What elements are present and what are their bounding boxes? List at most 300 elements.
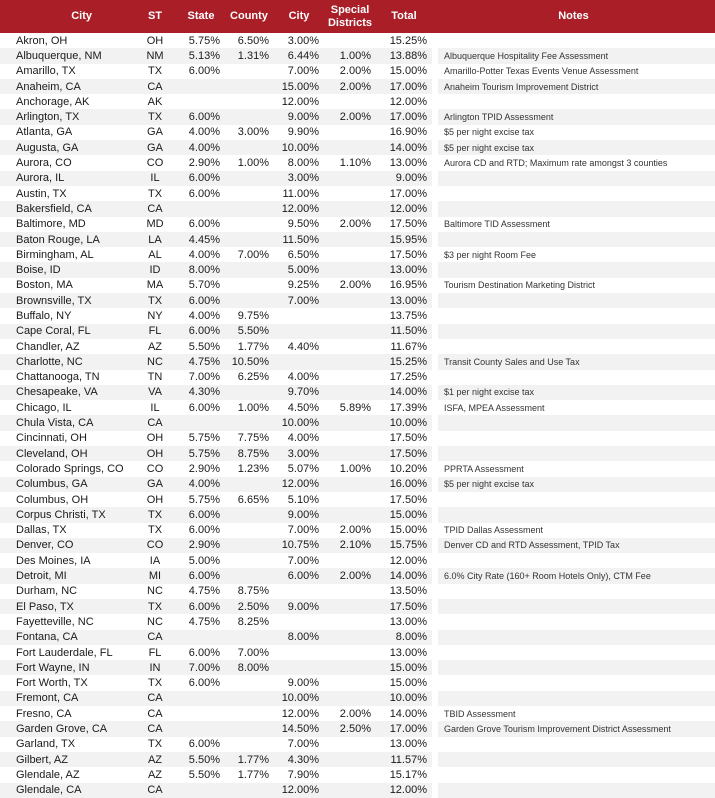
cell-county: 6.25% xyxy=(224,370,274,385)
cell-special-districts xyxy=(324,691,376,706)
table-row xyxy=(0,446,715,461)
cell-city-rate: 10.00% xyxy=(274,140,324,155)
cell-city-rate: 5.00% xyxy=(274,262,324,277)
cell-total: 15.00% xyxy=(376,675,432,690)
cell-special-districts xyxy=(324,645,376,660)
cell-state xyxy=(178,630,224,645)
cell-city: Corpus Christi, TX xyxy=(0,507,132,522)
cell-special-districts: 1.00% xyxy=(324,461,376,476)
table-row xyxy=(0,645,715,660)
cell-st: CA xyxy=(132,721,178,736)
cell-city-rate xyxy=(274,645,324,660)
table-row xyxy=(0,186,715,201)
cell-county xyxy=(224,507,274,522)
cell-city: Fresno, CA xyxy=(0,706,132,721)
table-row xyxy=(0,752,715,767)
cell-city-rate: 9.25% xyxy=(274,278,324,293)
cell-city: Denver, CO xyxy=(0,538,132,553)
cell-county: 5.50% xyxy=(224,324,274,339)
table-row xyxy=(0,48,715,63)
cell-notes xyxy=(432,201,715,216)
cell-state: 6.00% xyxy=(178,293,224,308)
cell-city: Anaheim, CA xyxy=(0,79,132,94)
cell-special-districts xyxy=(324,125,376,140)
cell-city: Albuquerque, NM xyxy=(0,48,132,63)
table-row xyxy=(0,400,715,415)
cell-special-districts xyxy=(324,492,376,507)
table-row xyxy=(0,431,715,446)
table-row xyxy=(0,737,715,752)
cell-city-rate: 6.00% xyxy=(274,568,324,583)
table-row xyxy=(0,492,715,507)
cell-notes xyxy=(432,767,715,782)
cell-total: 17.39% xyxy=(376,400,432,415)
cell-city-rate: 12.00% xyxy=(274,477,324,492)
cell-county xyxy=(224,171,274,186)
cell-notes: $5 per night excise tax xyxy=(432,125,715,140)
cell-st: CA xyxy=(132,691,178,706)
cell-city-rate: 9.00% xyxy=(274,675,324,690)
cell-state: 5.00% xyxy=(178,553,224,568)
table-row xyxy=(0,247,715,262)
cell-st: OH xyxy=(132,446,178,461)
cell-special-districts xyxy=(324,446,376,461)
cell-notes: Aurora CD and RTD; Maximum rate amongst 3 counties xyxy=(432,155,715,170)
cell-city: Baltimore, MD xyxy=(0,217,132,232)
cell-st: VA xyxy=(132,385,178,400)
cell-special-districts: 2.00% xyxy=(324,523,376,538)
cell-city-rate: 3.00% xyxy=(274,446,324,461)
cell-total: 17.00% xyxy=(376,79,432,94)
cell-city: Charlotte, NC xyxy=(0,354,132,369)
cell-county xyxy=(224,553,274,568)
cell-city-rate: 10.75% xyxy=(274,538,324,553)
cell-city: Augusta, GA xyxy=(0,140,132,155)
table-row xyxy=(0,461,715,476)
cell-state: 6.00% xyxy=(178,186,224,201)
cell-city-rate: 6.50% xyxy=(274,247,324,262)
cell-city-rate xyxy=(274,324,324,339)
cell-st: TX xyxy=(132,599,178,614)
cell-city-rate: 9.00% xyxy=(274,599,324,614)
cell-city-rate: 9.00% xyxy=(274,109,324,124)
cell-notes xyxy=(432,94,715,109)
cell-total: 10.00% xyxy=(376,415,432,430)
header-row xyxy=(0,0,715,33)
cell-county: 7.00% xyxy=(224,645,274,660)
cell-city-rate: 7.00% xyxy=(274,293,324,308)
cell-st: LA xyxy=(132,232,178,247)
cell-special-districts xyxy=(324,660,376,675)
cell-county: 6.50% xyxy=(224,33,274,48)
cell-county: 8.75% xyxy=(224,584,274,599)
cell-county: 1.00% xyxy=(224,400,274,415)
cell-notes xyxy=(432,584,715,599)
cell-state xyxy=(178,783,224,798)
cell-notes: Albuquerque Hospitality Fee Assessment xyxy=(432,48,715,63)
cell-state: 5.70% xyxy=(178,278,224,293)
cell-total: 15.00% xyxy=(376,507,432,522)
cell-state: 4.00% xyxy=(178,247,224,262)
cell-notes: Anaheim Tourism Improvement District xyxy=(432,79,715,94)
cell-special-districts xyxy=(324,201,376,216)
cell-special-districts xyxy=(324,247,376,262)
cell-county: 9.75% xyxy=(224,308,274,323)
cell-city-rate: 4.30% xyxy=(274,752,324,767)
table-row xyxy=(0,660,715,675)
cell-total: 17.00% xyxy=(376,721,432,736)
cell-notes xyxy=(432,691,715,706)
cell-notes: TPID Dallas Assessment xyxy=(432,523,715,538)
cell-special-districts xyxy=(324,599,376,614)
cell-st: IL xyxy=(132,171,178,186)
cell-county xyxy=(224,293,274,308)
cell-st: MD xyxy=(132,217,178,232)
cell-city: Gilbert, AZ xyxy=(0,752,132,767)
cell-county: 2.50% xyxy=(224,599,274,614)
cell-state: 4.30% xyxy=(178,385,224,400)
cell-total: 13.50% xyxy=(376,584,432,599)
cell-notes xyxy=(432,186,715,201)
table-row xyxy=(0,278,715,293)
cell-total: 14.00% xyxy=(376,385,432,400)
cell-total: 10.20% xyxy=(376,461,432,476)
cell-state: 6.00% xyxy=(178,507,224,522)
table-row xyxy=(0,415,715,430)
cell-county xyxy=(224,79,274,94)
cell-city-rate: 8.00% xyxy=(274,630,324,645)
cell-total: 11.50% xyxy=(376,324,432,339)
cell-city-rate: 7.00% xyxy=(274,64,324,79)
cell-city-rate: 14.50% xyxy=(274,721,324,736)
cell-city: Columbus, GA xyxy=(0,477,132,492)
header-state-rate: State xyxy=(178,0,224,33)
cell-total: 8.00% xyxy=(376,630,432,645)
cell-notes xyxy=(432,324,715,339)
cell-notes xyxy=(432,645,715,660)
cell-notes xyxy=(432,370,715,385)
cell-city-rate: 3.00% xyxy=(274,171,324,186)
cell-total: 15.00% xyxy=(376,523,432,538)
cell-county: 7.75% xyxy=(224,431,274,446)
cell-city: Boise, ID xyxy=(0,262,132,277)
cell-state: 6.00% xyxy=(178,737,224,752)
cell-notes xyxy=(432,308,715,323)
cell-st: TX xyxy=(132,737,178,752)
cell-special-districts xyxy=(324,94,376,109)
cell-st: CA xyxy=(132,783,178,798)
cell-total: 13.00% xyxy=(376,737,432,752)
cell-total: 15.00% xyxy=(376,64,432,79)
cell-state: 4.75% xyxy=(178,584,224,599)
cell-notes xyxy=(432,507,715,522)
cell-notes xyxy=(432,599,715,614)
cell-notes xyxy=(432,737,715,752)
cell-county xyxy=(224,385,274,400)
cell-st: TX xyxy=(132,109,178,124)
table-row xyxy=(0,477,715,492)
cell-county xyxy=(224,64,274,79)
cell-city: Glendale, AZ xyxy=(0,767,132,782)
table-row xyxy=(0,599,715,614)
cell-st: IL xyxy=(132,400,178,415)
cell-county: 1.00% xyxy=(224,155,274,170)
cell-state xyxy=(178,691,224,706)
table-row xyxy=(0,171,715,186)
cell-city: Chattanooga, TN xyxy=(0,370,132,385)
cell-st: TN xyxy=(132,370,178,385)
cell-county: 1.23% xyxy=(224,461,274,476)
cell-total: 17.50% xyxy=(376,431,432,446)
cell-city-rate: 5.10% xyxy=(274,492,324,507)
cell-county xyxy=(224,523,274,538)
header-notes: Notes xyxy=(432,0,715,33)
cell-st: IA xyxy=(132,553,178,568)
cell-total: 14.00% xyxy=(376,706,432,721)
cell-notes xyxy=(432,293,715,308)
cell-st: TX xyxy=(132,507,178,522)
cell-city: Fort Lauderdale, FL xyxy=(0,645,132,660)
cell-st: AL xyxy=(132,247,178,262)
cell-special-districts: 2.00% xyxy=(324,568,376,583)
cell-total: 17.00% xyxy=(376,109,432,124)
cell-county xyxy=(224,477,274,492)
table-row xyxy=(0,614,715,629)
cell-state: 4.75% xyxy=(178,354,224,369)
cell-notes xyxy=(432,660,715,675)
cell-notes: PPRTA Assessment xyxy=(432,461,715,476)
cell-total: 14.00% xyxy=(376,140,432,155)
cell-st: TX xyxy=(132,64,178,79)
cell-st: MA xyxy=(132,278,178,293)
cell-city-rate xyxy=(274,660,324,675)
cell-city: Des Moines, IA xyxy=(0,553,132,568)
cell-st: FL xyxy=(132,324,178,339)
cell-notes: Arlington TPID Assessment xyxy=(432,109,715,124)
table-row xyxy=(0,217,715,232)
cell-special-districts: 2.10% xyxy=(324,538,376,553)
cell-county xyxy=(224,568,274,583)
cell-special-districts xyxy=(324,507,376,522)
cell-st: IN xyxy=(132,660,178,675)
cell-city: Bakersfield, CA xyxy=(0,201,132,216)
cell-city-rate: 9.70% xyxy=(274,385,324,400)
cell-state xyxy=(178,79,224,94)
table-row xyxy=(0,125,715,140)
cell-st: CO xyxy=(132,461,178,476)
cell-special-districts xyxy=(324,339,376,354)
cell-city-rate: 11.00% xyxy=(274,186,324,201)
cell-city-rate: 4.00% xyxy=(274,431,324,446)
cell-state: 5.50% xyxy=(178,339,224,354)
cell-notes: Baltimore TID Assessment xyxy=(432,217,715,232)
cell-city: Arlington, TX xyxy=(0,109,132,124)
cell-city: Cleveland, OH xyxy=(0,446,132,461)
table-row xyxy=(0,507,715,522)
cell-state: 6.00% xyxy=(178,645,224,660)
table-row xyxy=(0,79,715,94)
cell-total: 17.50% xyxy=(376,446,432,461)
cell-st: CA xyxy=(132,706,178,721)
cell-county xyxy=(224,706,274,721)
cell-city-rate: 5.07% xyxy=(274,461,324,476)
cell-county xyxy=(224,538,274,553)
table-row xyxy=(0,94,715,109)
cell-special-districts xyxy=(324,262,376,277)
cell-st: NC xyxy=(132,354,178,369)
cell-total: 15.95% xyxy=(376,232,432,247)
cell-city-rate: 4.00% xyxy=(274,370,324,385)
cell-state xyxy=(178,201,224,216)
cell-state: 2.90% xyxy=(178,538,224,553)
cell-notes xyxy=(432,783,715,798)
table-row xyxy=(0,553,715,568)
cell-special-districts: 5.89% xyxy=(324,400,376,415)
table-header xyxy=(0,0,715,33)
cell-notes: TBID Assessment xyxy=(432,706,715,721)
cell-total: 16.00% xyxy=(376,477,432,492)
cell-total: 13.00% xyxy=(376,155,432,170)
cell-notes xyxy=(432,415,715,430)
cell-county xyxy=(224,232,274,247)
cell-county xyxy=(224,737,274,752)
cell-county xyxy=(224,630,274,645)
cell-notes xyxy=(432,675,715,690)
table-body xyxy=(0,33,715,798)
cell-notes xyxy=(432,339,715,354)
table-row xyxy=(0,783,715,798)
header-city-rate: City xyxy=(274,0,324,33)
cell-special-districts xyxy=(324,584,376,599)
cell-state: 6.00% xyxy=(178,171,224,186)
cell-special-districts xyxy=(324,370,376,385)
table-row xyxy=(0,675,715,690)
cell-notes xyxy=(432,232,715,247)
cell-state: 5.13% xyxy=(178,48,224,63)
cell-county: 8.25% xyxy=(224,614,274,629)
cell-state xyxy=(178,721,224,736)
cell-notes xyxy=(432,431,715,446)
cell-special-districts xyxy=(324,783,376,798)
table-row xyxy=(0,308,715,323)
cell-total: 12.00% xyxy=(376,783,432,798)
cell-st: GA xyxy=(132,125,178,140)
cell-total: 12.00% xyxy=(376,201,432,216)
cell-total: 17.50% xyxy=(376,217,432,232)
cell-special-districts: 1.10% xyxy=(324,155,376,170)
cell-special-districts xyxy=(324,33,376,48)
cell-city-rate: 10.00% xyxy=(274,415,324,430)
cell-state: 8.00% xyxy=(178,262,224,277)
cell-city: El Paso, TX xyxy=(0,599,132,614)
cell-special-districts xyxy=(324,354,376,369)
cell-st: TX xyxy=(132,523,178,538)
cell-notes: Denver CD and RTD Assessment, TPID Tax xyxy=(432,538,715,553)
cell-state: 2.90% xyxy=(178,155,224,170)
cell-county xyxy=(224,675,274,690)
cell-city-rate: 9.00% xyxy=(274,507,324,522)
cell-total: 17.50% xyxy=(376,247,432,262)
cell-state: 6.00% xyxy=(178,217,224,232)
cell-st: NY xyxy=(132,308,178,323)
cell-state: 5.50% xyxy=(178,752,224,767)
cell-special-districts xyxy=(324,477,376,492)
cell-city: Glendale, CA xyxy=(0,783,132,798)
table-row xyxy=(0,64,715,79)
table-row xyxy=(0,370,715,385)
cell-st: GA xyxy=(132,477,178,492)
table-row xyxy=(0,354,715,369)
cell-city: Fort Wayne, IN xyxy=(0,660,132,675)
cell-city-rate xyxy=(274,354,324,369)
cell-st: AZ xyxy=(132,752,178,767)
cell-st: TX xyxy=(132,293,178,308)
cell-total: 14.00% xyxy=(376,568,432,583)
cell-city-rate: 4.40% xyxy=(274,339,324,354)
cell-city-rate: 11.50% xyxy=(274,232,324,247)
cell-county xyxy=(224,691,274,706)
cell-notes: Tourism Destination Marketing District xyxy=(432,278,715,293)
cell-city-rate: 3.00% xyxy=(274,33,324,48)
cell-county xyxy=(224,94,274,109)
table-row xyxy=(0,293,715,308)
cell-state xyxy=(178,706,224,721)
cell-special-districts: 1.00% xyxy=(324,48,376,63)
cell-state: 7.00% xyxy=(178,660,224,675)
cell-city: Fayetteville, NC xyxy=(0,614,132,629)
cell-county: 8.00% xyxy=(224,660,274,675)
cell-state: 5.50% xyxy=(178,767,224,782)
cell-st: OH xyxy=(132,492,178,507)
cell-county: 3.00% xyxy=(224,125,274,140)
cell-total: 17.00% xyxy=(376,186,432,201)
cell-notes: ISFA, MPEA Assessment xyxy=(432,400,715,415)
cell-st: CO xyxy=(132,155,178,170)
cell-city-rate: 9.50% xyxy=(274,217,324,232)
table-row xyxy=(0,630,715,645)
cell-city: Garland, TX xyxy=(0,737,132,752)
cell-county xyxy=(224,721,274,736)
header-st: ST xyxy=(132,0,178,33)
cell-total: 9.00% xyxy=(376,171,432,186)
cell-total: 15.25% xyxy=(376,354,432,369)
cell-city: Birmingham, AL xyxy=(0,247,132,262)
cell-county xyxy=(224,217,274,232)
cell-st: OH xyxy=(132,431,178,446)
cell-special-districts: 2.00% xyxy=(324,64,376,79)
cell-notes: Amarillo-Potter Texas Events Venue Assessment xyxy=(432,64,715,79)
cell-state: 5.75% xyxy=(178,446,224,461)
cell-notes xyxy=(432,33,715,48)
cell-city-rate: 6.44% xyxy=(274,48,324,63)
cell-county: 6.65% xyxy=(224,492,274,507)
cell-special-districts xyxy=(324,171,376,186)
cell-state: 6.00% xyxy=(178,523,224,538)
cell-notes: $5 per night excise tax xyxy=(432,140,715,155)
cell-city-rate: 7.00% xyxy=(274,553,324,568)
table-row xyxy=(0,706,715,721)
cell-city: Chicago, IL xyxy=(0,400,132,415)
cell-special-districts xyxy=(324,675,376,690)
cell-city: Brownsville, TX xyxy=(0,293,132,308)
cell-city: Aurora, IL xyxy=(0,171,132,186)
cell-city: Fort Worth, TX xyxy=(0,675,132,690)
cell-state xyxy=(178,415,224,430)
table-row xyxy=(0,767,715,782)
cell-city: Durham, NC xyxy=(0,584,132,599)
cell-city: Akron, OH xyxy=(0,33,132,48)
cell-city-rate xyxy=(274,584,324,599)
